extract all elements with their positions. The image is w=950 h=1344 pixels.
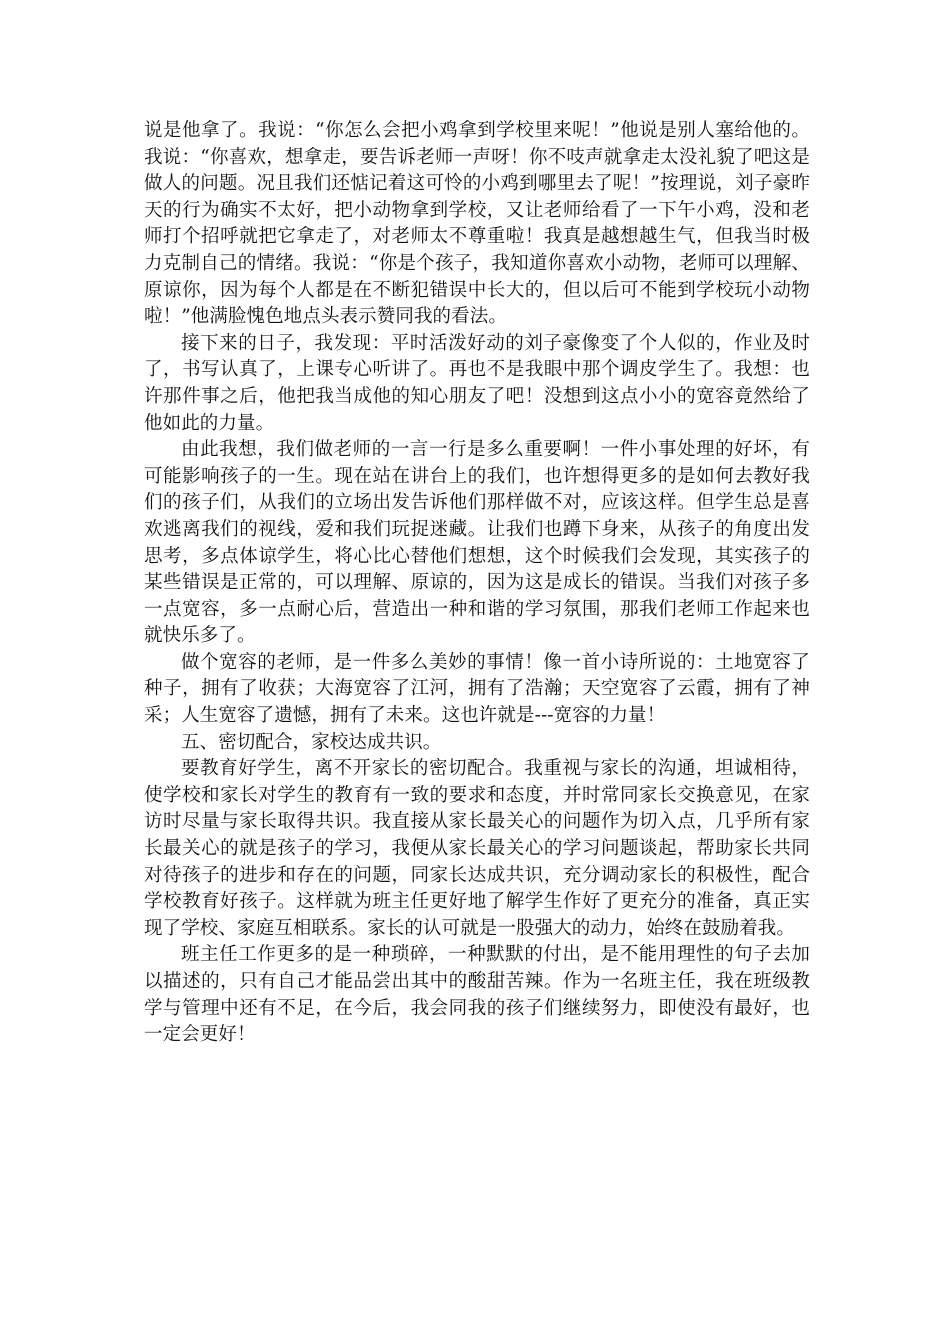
paragraph: 要教育好学生，离不开家长的密切配合。我重视与家长的沟通，坦诚相待，使学校和家长对学生的教育有一致的要求和态度，并时常同家长交换意见，在家访时尽量与家长取得共识。我直接从家长最关心的问题作为切入点，几乎所有家长最关心的就是孩子的学习，我便从家长最关心的学习问题谈起，帮助家长共同对待孩子的进步和存在的问题，同家长达成共识，充分调动家长的积极性，配合学校教育好孩子。这样就为班主任更好地了解学生作好了更充分的准备，真正实现了学校、家庭互相联系。家长的认可就是一股强大的动力，始终在鼓励着我。 <box>144 758 810 939</box>
paragraph: 由此我想，我们做老师的一言一行是多么重要啊！一件小事处理的好坏，有可能影响孩子的一生。现在站在讲台上的我们，也许想得更多的是如何去教好我们的孩子们，从我们的立场出发告诉他们那样做不对，应该这样。但学生总是喜欢逃离我们的视线，爱和我们玩捉迷藏。让我们也蹲下身来，从孩子的角度出发思考，多点体谅学生，将心比心替他们想想，这个时候我们会发现，其实孩子的某些错误是正常的，可以理解、原谅的，因为这是成长的错误。当我们对孩子多一点宽容，多一点耐心后，营造出一种和谐的学习氛围，那我们老师工作起来也就快乐多了。 <box>144 439 810 647</box>
paragraph: 班主任工作更多的是一种琐碎，一种默默的付出，是不能用理性的句子去加以描述的，只有自己才能品尝出其中的酸甜苦辣。作为一名班主任，我在班级教学与管理中还有不足，在今后，我会同我的孩子们继续努力，即使没有最好，也一定会更好！ <box>144 944 810 1046</box>
section-heading: 五、密切配合，家校达成共识。 <box>181 731 442 753</box>
paragraph-continuation: 说是他拿了。我说：“你怎么会把小鸡拿到学校里来呢！”他说是别人塞给他的。我说：“你喜欢，想拿走，要告诉老师一声呀！你不吱声就拿走太没礼貌了吧这是做人的问题。况且我们还惦记着这可怜的小鸡到哪里去了呢！”按理说，刘子豪昨天的行为确实不太好，把小动物拿到学校，又让老师给看了一下午小鸡，没和老师打个招呼就把它拿走了，对老师太不尊重啦！我真是越想越生气，但我当时极力克制自己的情绪。我说：“你是个孩子，我知道你喜欢小动物，老师可以理解、原谅你，因为每个人都是在不断犯错误中长大的，但以后可不能到学校玩小动物啦！”他满脸愧色地点头表示赞同我的看法。 <box>144 120 810 328</box>
paragraph: 接下来的日子，我发现：平时活泼好动的刘子豪像变了个人似的，作业及时了，书写认真了，上课专心听讲了。再也不是我眼中那个调皮学生了。我想：也许那件事之后，他把我当成他的知心朋友了吧！没想到这点小小的宽容竟然给了他如此的力量。 <box>144 332 810 434</box>
paragraph: 做个宽容的老师，是一件多么美妙的事情！像一首小诗所说的：土地宽容了种子，拥有了收获；大海宽容了江河，拥有了浩瀚；天空宽容了云霞，拥有了神采；人生宽容了遗憾，拥有了未来。这也许就是---宽容的力量！ <box>144 651 810 727</box>
document-page <box>144 118 810 1049</box>
